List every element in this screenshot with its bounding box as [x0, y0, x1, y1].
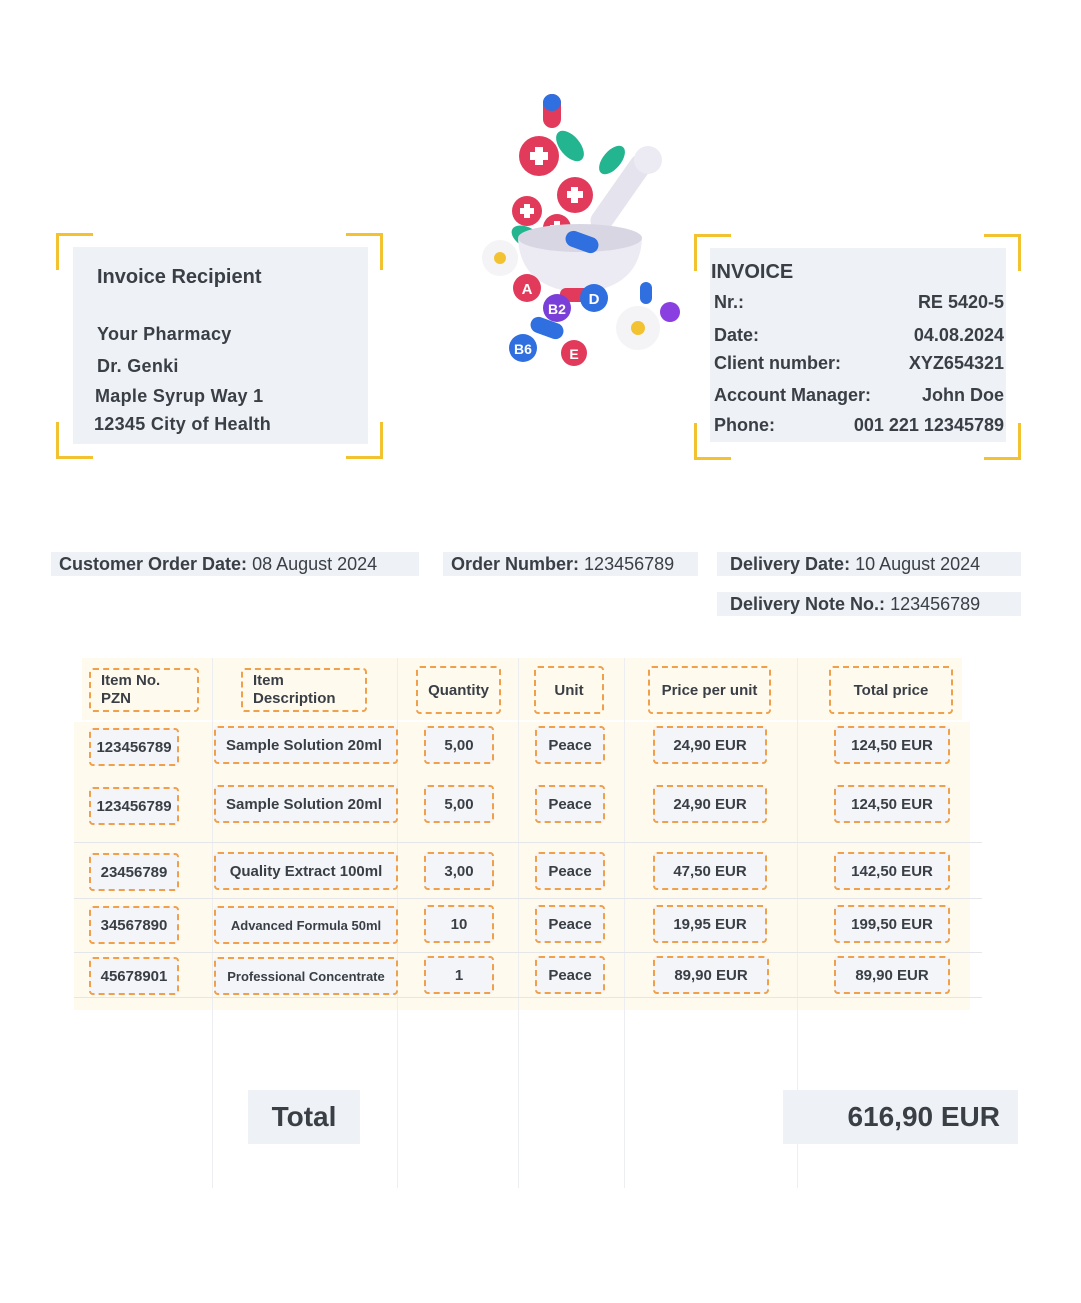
invoice-label: Client number: — [714, 353, 842, 373]
cell-quantity: 10 — [424, 905, 494, 943]
header-description — [241, 668, 367, 712]
cell-pzn: 123456789 — [89, 728, 179, 766]
header-description-line2: Description — [253, 690, 336, 707]
cell-total: 142,50 EUR — [834, 852, 950, 890]
cell-description: Professional Concentrate — [214, 957, 398, 995]
recipient-line: Dr. Genki — [97, 356, 179, 376]
cell-quantity: 1 — [424, 956, 494, 994]
medical-cross-icon — [519, 136, 559, 176]
cell-description: Quality Extract 100ml — [214, 852, 398, 890]
flower-icon — [482, 240, 518, 276]
svg-text:D: D — [588, 291, 600, 308]
cell-price: 24,90 EUR — [653, 726, 767, 764]
delivery-date — [717, 552, 1021, 576]
column-divider — [518, 658, 519, 1188]
cell-description: Sample Solution 20ml — [214, 726, 398, 764]
delivery-date-value: 10 August 2024 — [855, 554, 981, 574]
corner-bracket — [56, 233, 93, 270]
cell-price: 19,95 EUR — [653, 905, 767, 943]
cell-quantity: 3,00 — [424, 852, 494, 890]
recipient-title: Invoice Recipient — [97, 266, 262, 288]
invoice-row-account-manager — [714, 385, 1004, 406]
invoice-label: Date: — [714, 325, 760, 345]
row-divider — [74, 952, 982, 953]
invoice-value: XYZ654321 — [908, 353, 1004, 373]
header-unit: Unit — [534, 666, 604, 714]
invoice-row-client-number — [714, 353, 1004, 374]
medical-cross-icon — [512, 196, 542, 226]
cell-quantity: 5,00 — [424, 785, 494, 823]
header-quantity: Quantity — [416, 666, 501, 714]
total-value: 616,90 EUR — [783, 1090, 1018, 1144]
row-divider — [74, 842, 982, 843]
invoice-value: 001 221 12345789 — [853, 415, 1004, 435]
cell-total: 124,50 EUR — [834, 726, 950, 764]
invoice-title: INVOICE — [711, 261, 794, 283]
cell-unit: Peace — [535, 726, 605, 764]
corner-bracket — [56, 422, 93, 459]
invoice-row-date — [714, 325, 1004, 346]
total-label: Total — [248, 1090, 360, 1144]
cell-description: Sample Solution 20ml — [214, 785, 398, 823]
svg-text:A: A — [521, 281, 533, 298]
recipient-line: Maple Syrup Way 1 — [95, 386, 264, 406]
corner-bracket — [984, 234, 1021, 271]
svg-text:B2: B2 — [548, 301, 566, 317]
vitamin-a-icon — [513, 274, 541, 302]
cell-quantity: 5,00 — [424, 726, 494, 764]
medical-cross-icon — [557, 177, 593, 213]
header-item-no-line1: Item No. — [101, 672, 161, 689]
invoice-value: John Doe — [921, 385, 1004, 405]
order-number-value: 123456789 — [584, 554, 675, 574]
header-item-no — [89, 668, 199, 712]
recipient-line: 12345 City of Health — [94, 414, 272, 434]
cell-price: 89,90 EUR — [653, 956, 769, 994]
row-divider — [74, 898, 982, 899]
cell-pzn: 23456789 — [89, 853, 179, 891]
vitamin-d-icon — [580, 284, 608, 312]
recipient-line: Your Pharmacy — [97, 324, 232, 344]
svg-text:E: E — [569, 346, 579, 362]
cell-unit: Peace — [535, 956, 605, 994]
invoice-row-number — [714, 292, 1004, 313]
cell-total: 124,50 EUR — [834, 785, 950, 823]
svg-text:B6: B6 — [514, 341, 532, 357]
delivery-note-number — [717, 592, 1021, 616]
corner-bracket — [346, 422, 383, 459]
row-divider — [74, 997, 982, 998]
invoice-value: RE 5420-5 — [917, 292, 1004, 312]
customer-order-date — [51, 552, 419, 576]
header-description-line1: Item — [253, 672, 284, 689]
cell-pzn: 34567890 — [89, 906, 179, 944]
invoice-label: Nr.: — [714, 292, 745, 312]
cell-total: 199,50 EUR — [834, 905, 950, 943]
invoice-value: 04.08.2024 — [913, 325, 1004, 345]
order-number-label: Order Number: — [451, 554, 580, 574]
invoice-row-phone — [714, 415, 1004, 436]
delivery-date-label: Delivery Date: — [730, 554, 851, 574]
order-number — [443, 552, 698, 576]
customer-order-date-label: Customer Order Date: — [59, 554, 248, 574]
invoice-label: Account Manager: — [714, 385, 872, 405]
header-price-per-unit: Price per unit — [648, 666, 771, 714]
flower-icon — [616, 306, 660, 350]
corner-bracket — [346, 233, 383, 270]
cell-price: 47,50 EUR — [653, 852, 767, 890]
cell-unit: Peace — [535, 852, 605, 890]
vitamin-b2-icon — [543, 294, 571, 322]
mortar-pestle-vitamins-icon — [470, 88, 690, 373]
cell-unit: Peace — [535, 785, 605, 823]
column-divider — [624, 658, 625, 1188]
cell-pzn: 123456789 — [89, 787, 179, 825]
header-item-no-line2: PZN — [101, 690, 131, 707]
vitamin-e-icon — [561, 340, 587, 366]
cell-price: 24,90 EUR — [653, 785, 767, 823]
customer-order-date-value: 08 August 2024 — [252, 554, 378, 574]
cell-description: Advanced Formula 50ml — [214, 906, 398, 944]
cell-pzn: 45678901 — [89, 957, 179, 995]
cell-total: 89,90 EUR — [834, 956, 950, 994]
header-total-price: Total price — [829, 666, 953, 714]
column-divider — [212, 658, 213, 1188]
delivery-note-label: Delivery Note No.: — [730, 594, 886, 614]
cell-unit: Peace — [535, 905, 605, 943]
capsule-icon — [543, 94, 561, 128]
vitamin-b6-icon — [509, 334, 537, 362]
invoice-label: Phone: — [714, 415, 775, 435]
delivery-note-value: 123456789 — [890, 594, 981, 614]
